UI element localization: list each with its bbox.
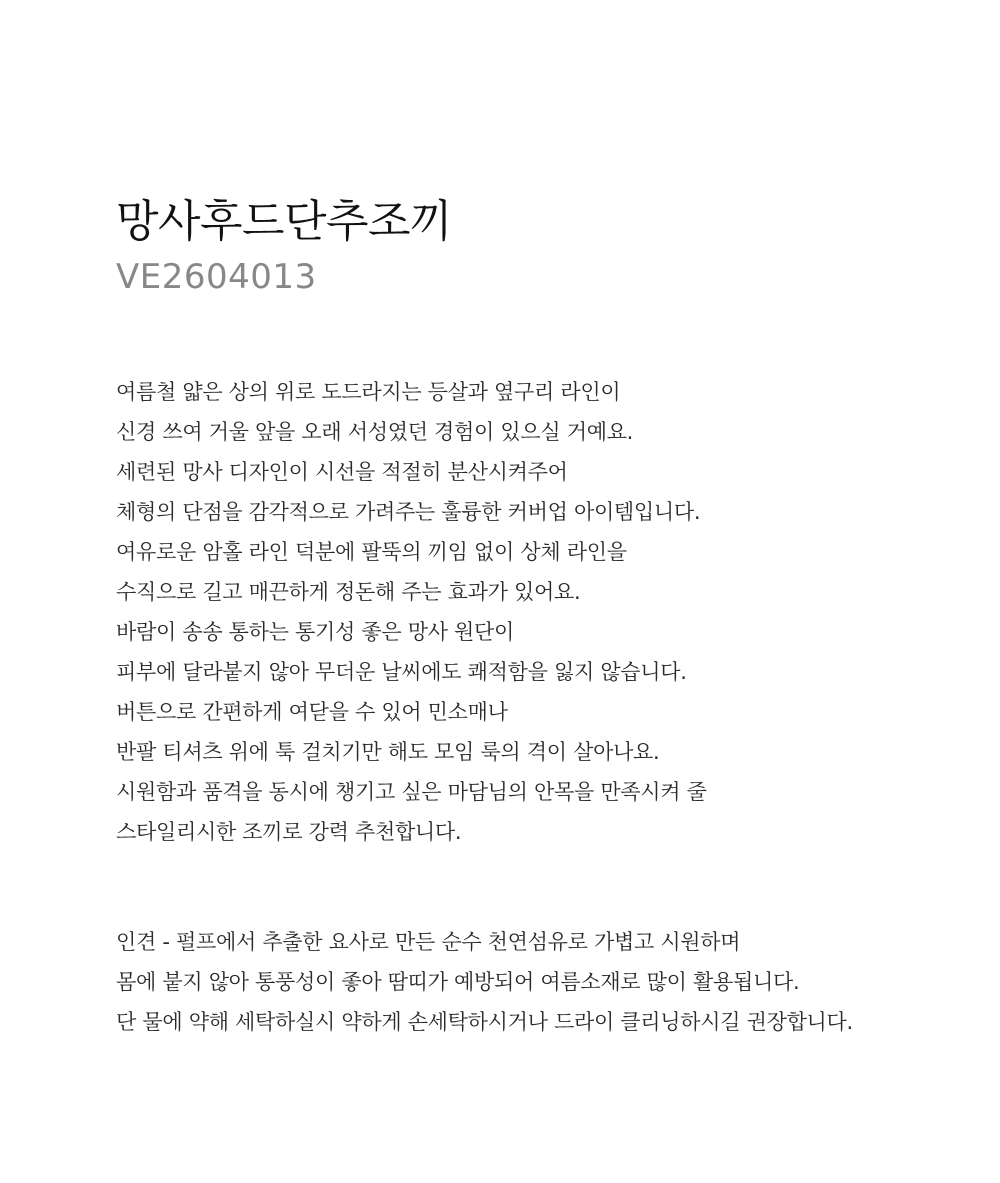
- description-line: 시원함과 품격을 동시에 챙기고 싶은 마담님의 안목을 만족시켜 줄: [116, 780, 707, 804]
- description-line: 반팔 티셔츠 위에 툭 걸치기만 해도 모임 룩의 격이 살아나요.: [116, 740, 660, 764]
- description-line: 여유로운 암홀 라인 덕분에 팔뚝의 끼임 없이 상체 라인을: [116, 540, 627, 564]
- description-line: 스타일리시한 조끼로 강력 추천합니다.: [116, 820, 462, 844]
- description-line: 바람이 송송 통하는 통기성 좋은 망사 원단이: [116, 620, 514, 644]
- material-line: 인견 - 펄프에서 추출한 요사로 만든 순수 천연섬유로 가볍고 시원하며: [116, 930, 741, 954]
- product-description: [116, 372, 976, 852]
- description-line: 여름철 얇은 상의 위로 도드라지는 등살과 옆구리 라인이: [116, 380, 621, 404]
- material-line: 몸에 붙지 않아 통풍성이 좋아 땀띠가 예방되어 여름소재로 많이 활용됩니다.: [116, 970, 800, 994]
- description-line: 체형의 단점을 감각적으로 가려주는 훌륭한 커버업 아이템입니다.: [116, 500, 701, 524]
- description-line: 세련된 망사 디자인이 시선을 적절히 분산시켜주어: [116, 460, 568, 484]
- description-line: 신경 쓰여 거울 앞을 오래 서성였던 경험이 있으실 거예요.: [116, 420, 634, 444]
- product-code: VE2604013: [116, 257, 317, 297]
- product-title: 망사후드단추조끼: [116, 196, 453, 247]
- description-line: 피부에 달라붙지 않아 무더운 날씨에도 쾌적함을 잃지 않습니다.: [116, 660, 687, 684]
- material-line: 단 물에 약해 세탁하실시 약하게 손세탁하시거나 드라이 클리닝하시길 권장합니다.: [116, 1010, 853, 1034]
- description-line: 버튼으로 간편하게 여닫을 수 있어 민소매나: [116, 700, 508, 724]
- material-info: [116, 922, 986, 1042]
- product-header: [116, 190, 976, 300]
- description-line: 수직으로 길고 매끈하게 정돈해 주는 효과가 있어요.: [116, 580, 581, 604]
